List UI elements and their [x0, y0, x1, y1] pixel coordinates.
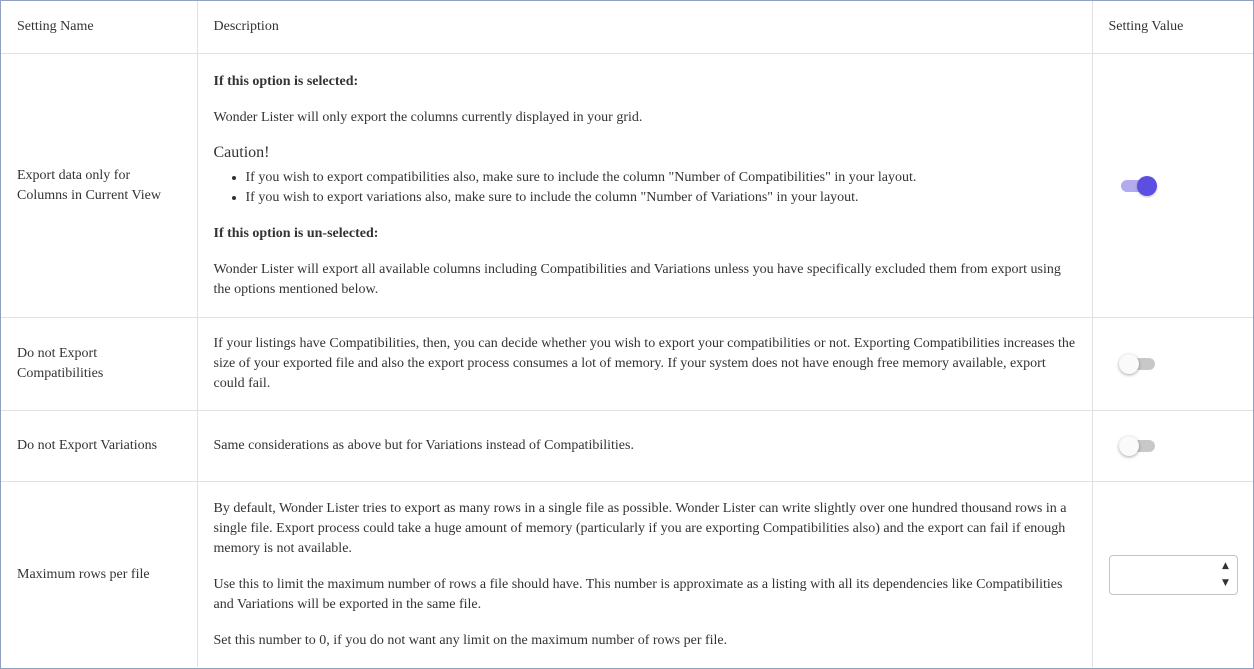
selected-text: Wonder Lister will only export the columns currently displayed in your grid. [213, 109, 643, 125]
caution-item: • If you wish to export compatibilities also, make sure to include the column "Number of Compatibilities" in your layout. [246, 168, 1076, 188]
setting-description [197, 411, 1092, 482]
header-setting-name: Setting Name [1, 1, 197, 54]
setting-name: Do not Export Variations [1, 411, 197, 482]
description-paragraph: Set this number to 0, if you do not want any limit on the maximum number of rows per file. [213, 632, 728, 648]
setting-value-cell [1092, 411, 1253, 482]
caution-item: • If you wish to export variations also, make sure to include the column "Number of Variations" in your layout. [246, 188, 1076, 208]
spin-buttons [1219, 558, 1233, 592]
unselected-heading: If this option is un-selected: [213, 225, 379, 241]
setting-value-cell [1092, 54, 1253, 318]
description-paragraph: Use this to limit the maximum number of rows a file should have. This number is approximate as a listing with all its dependencies like Compatibilities and Variations will be exported in the same file. [213, 576, 1063, 612]
table-row-no-compatibilities [1, 318, 1253, 411]
setting-value-cell [1092, 318, 1253, 411]
toggle-thumb[interactable] [1119, 354, 1139, 374]
max-rows-stepper[interactable] [1109, 555, 1238, 595]
description-paragraph: By default, Wonder Lister tries to export as many rows in a single file as possible. Wonder Lister can write slightly over one hundred thousand rows in a single file. Export process could take a huge amount of memory (particularly if you are exporting Compatibilities also) and the export can fail if enough memory is not available. [213, 500, 1067, 556]
export-current-view-toggle[interactable] [1119, 175, 1157, 197]
header-setting-value: Setting Value [1092, 1, 1253, 54]
setting-description [197, 482, 1092, 668]
settings-table [1, 1, 1253, 667]
setting-name: Export data only for Columns in Current View [1, 54, 197, 318]
no-variations-toggle[interactable] [1119, 435, 1157, 457]
table-header-row [1, 1, 1253, 54]
setting-description [197, 318, 1092, 411]
header-description: Description [197, 1, 1092, 54]
setting-name: Maximum rows per file [1, 482, 197, 668]
toggle-thumb[interactable] [1137, 176, 1157, 196]
setting-name: Do not Export Compatibilities [1, 318, 197, 411]
selected-heading: If this option is selected: [213, 73, 359, 89]
chevron-up-icon[interactable]: ▲ [1222, 560, 1229, 571]
setting-value-cell [1092, 482, 1253, 668]
max-rows-input[interactable] [1118, 557, 1218, 593]
table-row-max-rows [1, 482, 1253, 668]
caution-title: Caution! [213, 143, 270, 161]
unselected-text: Wonder Lister will export all available columns including Compatibilities and Variations unless you have specifically excluded them from export using the options mentioned below. [213, 261, 1061, 297]
table-row-export-current-view [1, 54, 1253, 318]
toggle-thumb[interactable] [1119, 436, 1139, 456]
no-compatibilities-toggle[interactable] [1119, 353, 1157, 375]
table-row-no-variations [1, 411, 1253, 482]
description-text: If your listings have Compatibilities, then, you can decide whether you wish to export your compatibilities or not. Exporting Compatibilities increases the size of your exported file and also the export process consumes a lot of memory. If your system does not have enough free memory available, export could fail. [213, 336, 1076, 391]
chevron-down-icon[interactable]: ▼ [1222, 577, 1229, 588]
caution-list [214, 168, 1076, 208]
setting-description [197, 54, 1092, 318]
description-text: Same considerations as above but for Variations instead of Compatibilities. [213, 438, 634, 453]
